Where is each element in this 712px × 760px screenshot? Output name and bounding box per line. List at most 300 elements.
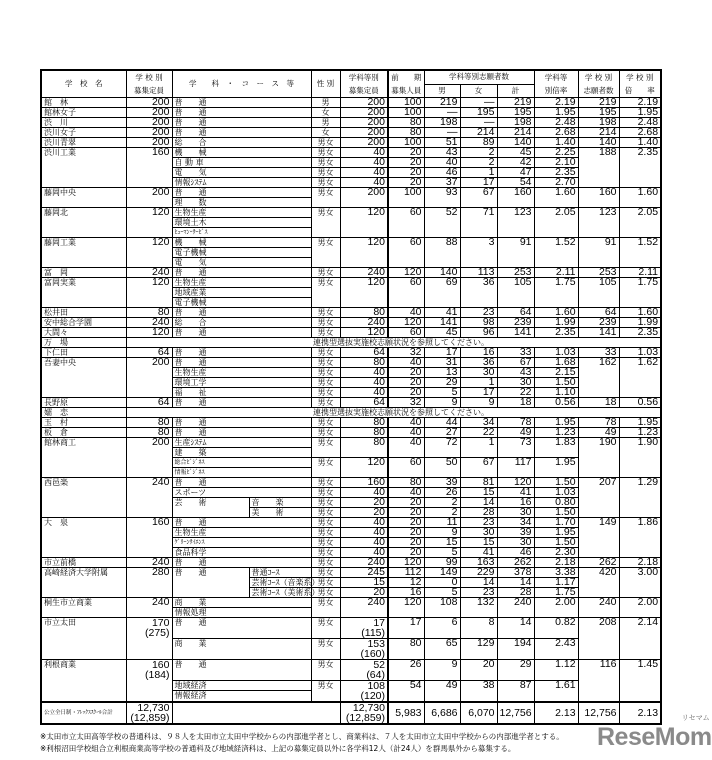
total-total: 12,756 [497, 702, 534, 724]
school-ratio: 1.90 [619, 438, 661, 478]
course-name: 電子機械 [172, 298, 311, 308]
school-capacity: 240 [126, 598, 172, 618]
female-applicants: 113 [460, 268, 497, 278]
course-name: 普 通 [172, 348, 311, 358]
female-applicants: 28 [460, 508, 497, 518]
school-applicants: 190 [578, 438, 619, 478]
male-applicants: 149 [424, 568, 460, 578]
school-ratio: 2.00 [619, 598, 661, 618]
early-capacity: 120 [388, 268, 424, 278]
male-applicants: 72 [424, 438, 460, 458]
dept-capacity: 40 [340, 368, 388, 378]
school-applicants: 198 [578, 118, 619, 128]
male-applicants: 40 [424, 158, 460, 168]
female-applicants: 20 [460, 660, 497, 681]
school-name: 安中総合学園 [41, 318, 126, 328]
female-applicants: 34 [460, 418, 497, 428]
school-capacity: 240 [126, 558, 172, 568]
dept-ratio: 2.05 [534, 208, 578, 238]
header-applicants: 学科等別志願者数 [424, 70, 534, 84]
header-gender: 性 別 [311, 70, 340, 98]
dept-capacity: 20 [340, 508, 388, 518]
dept-ratio: 1.60 [534, 188, 578, 208]
dept-capacity: 52 (64) [340, 660, 388, 681]
early-capacity: 112 [388, 568, 424, 578]
school-name: 渋川青翠 [41, 138, 126, 148]
course-name: 普 通 [172, 328, 311, 338]
course-subname: 芸術ｺｰｽ（音楽系） [249, 578, 311, 588]
total-applicants: 87 [497, 681, 534, 703]
course-name: 普 通 [172, 558, 311, 568]
male-applicants: 219 [424, 98, 460, 108]
male-applicants: 9 [424, 660, 460, 681]
gender: 男女 [311, 588, 340, 598]
early-capacity: 80 [388, 478, 424, 488]
dept-ratio: 1.95 [534, 108, 578, 118]
resemom-logo [597, 714, 712, 752]
early-capacity: 20 [388, 518, 424, 528]
female-applicants: 214 [460, 128, 497, 138]
male-applicants: 51 [424, 138, 460, 148]
dept-ratio: 1.12 [534, 660, 578, 681]
total-applicants: 253 [497, 268, 534, 278]
gender: 男女 [311, 488, 340, 498]
gender: 男女 [311, 168, 340, 178]
footnote: ※太田市立太田高等学校の普通科は、９８人を太田市立太田中学校からの内部進学者とし、商業科は、７人を太田市立太田中学校からの内部進学者とする。 [40, 732, 564, 741]
gender: 女 [311, 128, 340, 138]
dept-ratio: 1.68 [534, 358, 578, 368]
school-note: 連携型選抜実施校志願状況を参照してください。 [311, 338, 661, 348]
total-applicants: 46 [497, 548, 534, 558]
gender: 男女 [311, 438, 340, 458]
course-name: 生産ｼｽﾃﾑ [172, 438, 311, 448]
female-applicants: 22 [460, 428, 497, 438]
total-applicants: 214 [497, 128, 534, 138]
gender: 男女 [311, 538, 340, 548]
gender: 男女 [311, 188, 340, 208]
course-name: 総合ﾋﾞｼﾞﾈｽ [172, 458, 311, 468]
gender: 男女 [311, 508, 340, 518]
course-name: 生物生産 [172, 528, 311, 538]
school-name: 利根商業 [41, 660, 126, 703]
school-capacity: 64 [126, 398, 172, 408]
school-applicants: 195 [578, 108, 619, 118]
logo-text: ReseMom [597, 723, 712, 751]
course-name: スポーツ [172, 488, 311, 498]
header-school-applicants: 学 校 別 志願者数 [578, 70, 619, 98]
male-applicants: 46 [424, 168, 460, 178]
school-ratio: 1.60 [619, 188, 661, 208]
course-name: 機 械 [172, 238, 311, 248]
female-applicants: 23 [460, 588, 497, 598]
dept-ratio: 2.18 [534, 558, 578, 568]
total-applicants: 160 [497, 188, 534, 208]
school-applicants: 116 [578, 660, 619, 703]
school-ratio: 2.11 [619, 268, 661, 278]
gender: 男女 [311, 138, 340, 148]
course-name: 普 通 [172, 398, 311, 408]
female-applicants: 23 [460, 518, 497, 528]
gender: 男女 [311, 558, 340, 568]
school-ratio: 0.56 [619, 398, 661, 408]
course-name: 情報ｼｽﾃﾑ [172, 178, 311, 188]
female-applicants: 36 [460, 358, 497, 368]
dept-ratio: 2.35 [534, 328, 578, 338]
table-row [41, 598, 661, 608]
school-ratio: 2.35 [619, 148, 661, 188]
male-applicants: 39 [424, 478, 460, 488]
course-name: 普 通 [172, 518, 311, 528]
school-name: 渋川工業 [41, 148, 126, 188]
dept-ratio: 1.03 [534, 488, 578, 498]
dept-capacity: 120 [340, 278, 388, 308]
gender: 男女 [311, 148, 340, 158]
total-applicants: 73 [497, 438, 534, 458]
footnotes [40, 731, 564, 755]
gender: 男女 [311, 598, 340, 618]
female-applicants: ― [460, 98, 497, 108]
school-ratio: 1.29 [619, 478, 661, 518]
course-name: 地域経済 [172, 681, 311, 691]
dept-capacity: 240 [340, 598, 388, 618]
total-male: 6,686 [424, 702, 460, 724]
early-capacity: 60 [388, 208, 424, 238]
course-name: 普 通 [172, 660, 311, 681]
school-applicants: 33 [578, 348, 619, 358]
early-capacity: 20 [388, 528, 424, 538]
total-applicants: 194 [497, 639, 534, 660]
course-name: 普 通 [172, 428, 311, 438]
total-applicants: 45 [497, 148, 534, 158]
school-applicants: 240 [578, 598, 619, 618]
early-capacity: 100 [388, 138, 424, 148]
blank-cell [126, 408, 311, 418]
total-applicants: 64 [497, 308, 534, 318]
dept-capacity: 240 [340, 318, 388, 328]
school-applicants: 105 [578, 278, 619, 308]
dept-capacity: 20 [340, 588, 388, 598]
school-name: 長野原 [41, 398, 126, 408]
male-applicants: 17 [424, 348, 460, 358]
female-applicants: 89 [460, 138, 497, 148]
female-applicants: 9 [460, 398, 497, 408]
school-ratio: 1.03 [619, 348, 661, 358]
dept-ratio: 1.75 [534, 588, 578, 598]
early-capacity: 20 [388, 168, 424, 178]
school-name: 藤岡工業 [41, 238, 126, 268]
course-name: ｸﾞﾘｰﾝｻｲｴﾝｽ [172, 538, 311, 548]
dept-ratio: 1.61 [534, 681, 578, 703]
male-applicants: 11 [424, 518, 460, 528]
early-capacity: 80 [388, 639, 424, 660]
dept-capacity: 108 (120) [340, 681, 388, 703]
course-name: 情報ﾋﾞｼﾞﾈｽ [172, 468, 311, 478]
female-applicants: 1 [460, 438, 497, 458]
male-applicants: 69 [424, 278, 460, 308]
course-name: 総 合 [172, 138, 311, 148]
school-applicants: 214 [578, 128, 619, 138]
total-female: 6,070 [460, 702, 497, 724]
dept-ratio: 1.03 [534, 348, 578, 358]
course-name: 環境土木 [172, 218, 311, 228]
applicant-ratio-table [40, 69, 662, 725]
male-applicants: ― [424, 128, 460, 138]
gender: 男女 [311, 348, 340, 358]
early-capacity: 60 [388, 328, 424, 338]
female-applicants: 41 [460, 548, 497, 558]
male-applicants: 49 [424, 681, 460, 703]
early-capacity: 32 [388, 348, 424, 358]
header-total: 計 [497, 84, 534, 98]
early-capacity: 20 [388, 388, 424, 398]
female-applicants: 2 [460, 158, 497, 168]
dept-ratio: 2.15 [534, 368, 578, 378]
dept-capacity: 200 [340, 118, 388, 128]
school-name: 渋川女子 [41, 128, 126, 138]
dept-capacity: 40 [340, 528, 388, 538]
gender: 男女 [311, 378, 340, 388]
total-applicants: 67 [497, 358, 534, 368]
school-capacity: 200 [126, 128, 172, 138]
total-applicants: 117 [497, 458, 534, 478]
early-capacity: 20 [388, 498, 424, 508]
dept-ratio: 2.11 [534, 268, 578, 278]
total-school-ratio: 2.13 [619, 702, 661, 724]
school-name: 渋 川 [41, 118, 126, 128]
dept-capacity: 40 [340, 548, 388, 558]
total-applicants: 378 [497, 568, 534, 578]
female-applicants: 98 [460, 318, 497, 328]
male-applicants: 5 [424, 388, 460, 398]
school-capacity: 160 [126, 148, 172, 188]
school-capacity: 170 (275) [126, 618, 172, 660]
total-applicants: 54 [497, 178, 534, 188]
dept-capacity: 200 [340, 128, 388, 138]
school-name: 市立前橋 [41, 558, 126, 568]
table-header [41, 70, 661, 98]
male-applicants: 2 [424, 498, 460, 508]
total-applicants: 91 [497, 238, 534, 268]
gender: 男女 [311, 358, 340, 368]
course-name: 芸 術 [172, 498, 249, 518]
early-capacity: 32 [388, 398, 424, 408]
dept-capacity: 80 [340, 418, 388, 428]
female-applicants: 14 [460, 498, 497, 508]
dept-ratio: 1.40 [534, 138, 578, 148]
course-subname: 美 術 [249, 508, 311, 518]
school-ratio: 1.95 [619, 418, 661, 428]
course-name: 商 業 [172, 639, 311, 660]
gender: 男女 [311, 238, 340, 268]
male-applicants: 9 [424, 528, 460, 538]
early-capacity: 40 [388, 308, 424, 318]
school-ratio: 2.68 [619, 128, 661, 138]
total-early: 5,983 [388, 702, 424, 724]
female-applicants: 38 [460, 681, 497, 703]
school-ratio: 3.00 [619, 568, 661, 598]
school-name: 富岡実業 [41, 278, 126, 308]
header-female: 女 [460, 84, 497, 98]
early-capacity: 60 [388, 238, 424, 268]
early-capacity: 80 [388, 128, 424, 138]
gender: 男女 [311, 158, 340, 168]
school-applicants: 91 [578, 238, 619, 268]
course-name: ﾋｭｰﾏﾝ･ｻｰﾋﾞｽ [172, 228, 311, 238]
school-ratio: 1.23 [619, 428, 661, 438]
course-name: 普 通 [172, 128, 311, 138]
dept-capacity: 40 [340, 178, 388, 188]
dept-capacity: 200 [340, 138, 388, 148]
course-name: 普 通 [172, 108, 311, 118]
course-name: 普 通 [172, 358, 311, 368]
school-applicants: 239 [578, 318, 619, 328]
total-applicants: 78 [497, 418, 534, 428]
school-name: 市立太田 [41, 618, 126, 660]
dept-ratio: 2.68 [534, 128, 578, 138]
dept-ratio: 1.50 [534, 478, 578, 488]
course-name: 普 通 [172, 268, 311, 278]
dept-capacity: 200 [340, 108, 388, 118]
dept-ratio: 1.50 [534, 538, 578, 548]
early-capacity: 20 [388, 368, 424, 378]
header-male: 男 [424, 84, 460, 98]
course-name: 普 通 [172, 418, 311, 428]
male-applicants: 108 [424, 598, 460, 618]
school-capacity: 120 [126, 208, 172, 238]
school-ratio: 2.35 [619, 328, 661, 338]
school-note: 連携型選抜実施校志願状況を参照してください。 [311, 408, 661, 418]
dept-ratio: 1.95 [534, 418, 578, 428]
school-capacity: 200 [126, 358, 172, 398]
blank-cell [126, 338, 311, 348]
school-ratio: 1.62 [619, 358, 661, 398]
male-applicants: 88 [424, 238, 460, 268]
female-applicants: 1 [460, 378, 497, 388]
total-applicants: 33 [497, 348, 534, 358]
total-label: 公立全日制・ﾌﾚｯｸｽｽｸｰﾙ合計 [41, 702, 126, 724]
dept-ratio: 1.17 [534, 578, 578, 588]
female-applicants: 163 [460, 558, 497, 568]
gender: 男女 [311, 368, 340, 378]
course-name: 普 通 [172, 188, 311, 198]
school-name: 嬬 恋 [41, 408, 126, 418]
dept-ratio: 2.19 [534, 98, 578, 108]
male-applicants: 6 [424, 618, 460, 639]
school-name: 板 倉 [41, 428, 126, 438]
gender: 男女 [311, 418, 340, 428]
dept-ratio: 2.35 [534, 168, 578, 178]
male-applicants: 26 [424, 488, 460, 498]
school-ratio: 1.75 [619, 278, 661, 308]
female-applicants: 16 [460, 348, 497, 358]
total-row [41, 702, 661, 724]
early-capacity: 40 [388, 438, 424, 458]
course-name: 普 通 [172, 98, 311, 108]
gender: 男女 [311, 388, 340, 398]
early-capacity: 20 [388, 158, 424, 168]
school-ratio: 2.18 [619, 558, 661, 568]
gender: 男女 [311, 328, 340, 338]
school-capacity: 80 [126, 308, 172, 318]
gender: 男女 [311, 208, 340, 238]
dept-ratio: 1.70 [534, 518, 578, 528]
male-applicants: 45 [424, 328, 460, 338]
dept-capacity: 80 [340, 358, 388, 368]
male-applicants: 5 [424, 548, 460, 558]
course-subname: 普通ｺｰｽ [249, 568, 311, 578]
header-dept-capacity: 学科等別 募集定員 [340, 70, 388, 98]
school-name: 桐生市立商業 [41, 598, 126, 618]
gender: 男女 [311, 568, 340, 578]
total-applicants: 29 [497, 660, 534, 681]
course-name: 地域産業 [172, 288, 311, 298]
early-capacity: 100 [388, 98, 424, 108]
female-applicants: 67 [460, 458, 497, 478]
course-name: 生物生産 [172, 368, 311, 378]
course-name: 福 祉 [172, 388, 311, 398]
course-name: 生物生産 [172, 208, 311, 218]
female-applicants: 2 [460, 148, 497, 158]
dept-ratio: 0.82 [534, 618, 578, 639]
course-name: 情報経済 [172, 691, 311, 702]
dept-capacity: 80 [340, 438, 388, 458]
early-capacity: 100 [388, 108, 424, 118]
total-applicants: 30 [497, 538, 534, 548]
dept-ratio: 1.60 [534, 308, 578, 318]
early-capacity: 20 [388, 378, 424, 388]
total-applicants: 239 [497, 318, 534, 328]
school-applicants: 160 [578, 188, 619, 208]
school-applicants: 49 [578, 428, 619, 438]
header-course: 学 科 ・ コ ー ス 等 [172, 70, 311, 98]
early-capacity: 17 [388, 618, 424, 639]
school-name: 高崎経済大学附属 [41, 568, 126, 598]
female-applicants: 17 [460, 178, 497, 188]
gender: 男女 [311, 268, 340, 278]
female-applicants: 23 [460, 308, 497, 318]
male-applicants: 140 [424, 268, 460, 278]
school-applicants: 141 [578, 328, 619, 338]
course-name: 自 動 車 [172, 158, 311, 168]
gender: 男女 [311, 518, 340, 528]
total-applicants: 120 [497, 478, 534, 488]
header-dept-ratio: 学科等 別倍率 [534, 70, 578, 98]
course-name: 食品科学 [172, 548, 311, 558]
dept-ratio: 2.70 [534, 178, 578, 188]
table-row [41, 660, 661, 681]
course-name: 普 通 [172, 478, 311, 488]
dept-capacity: 80 [340, 308, 388, 318]
school-ratio: 2.14 [619, 618, 661, 660]
gender: 女 [311, 108, 340, 118]
school-ratio: 1.52 [619, 238, 661, 268]
school-ratio: 1.45 [619, 660, 661, 703]
dept-ratio: 2.10 [534, 158, 578, 168]
early-capacity: 20 [388, 148, 424, 158]
course-name: 環境工学 [172, 378, 311, 388]
school-capacity: 80 [126, 418, 172, 428]
dept-capacity: 40 [340, 378, 388, 388]
early-capacity: 54 [388, 681, 424, 703]
dept-capacity: 120 [340, 238, 388, 268]
dept-ratio: 1.52 [534, 238, 578, 268]
course-name: 総 合 [172, 318, 311, 328]
course-name: 商 業 [172, 598, 311, 608]
female-applicants: 96 [460, 328, 497, 338]
dept-capacity: 40 [340, 388, 388, 398]
gender: 男女 [311, 618, 340, 639]
male-applicants: 15 [424, 538, 460, 548]
